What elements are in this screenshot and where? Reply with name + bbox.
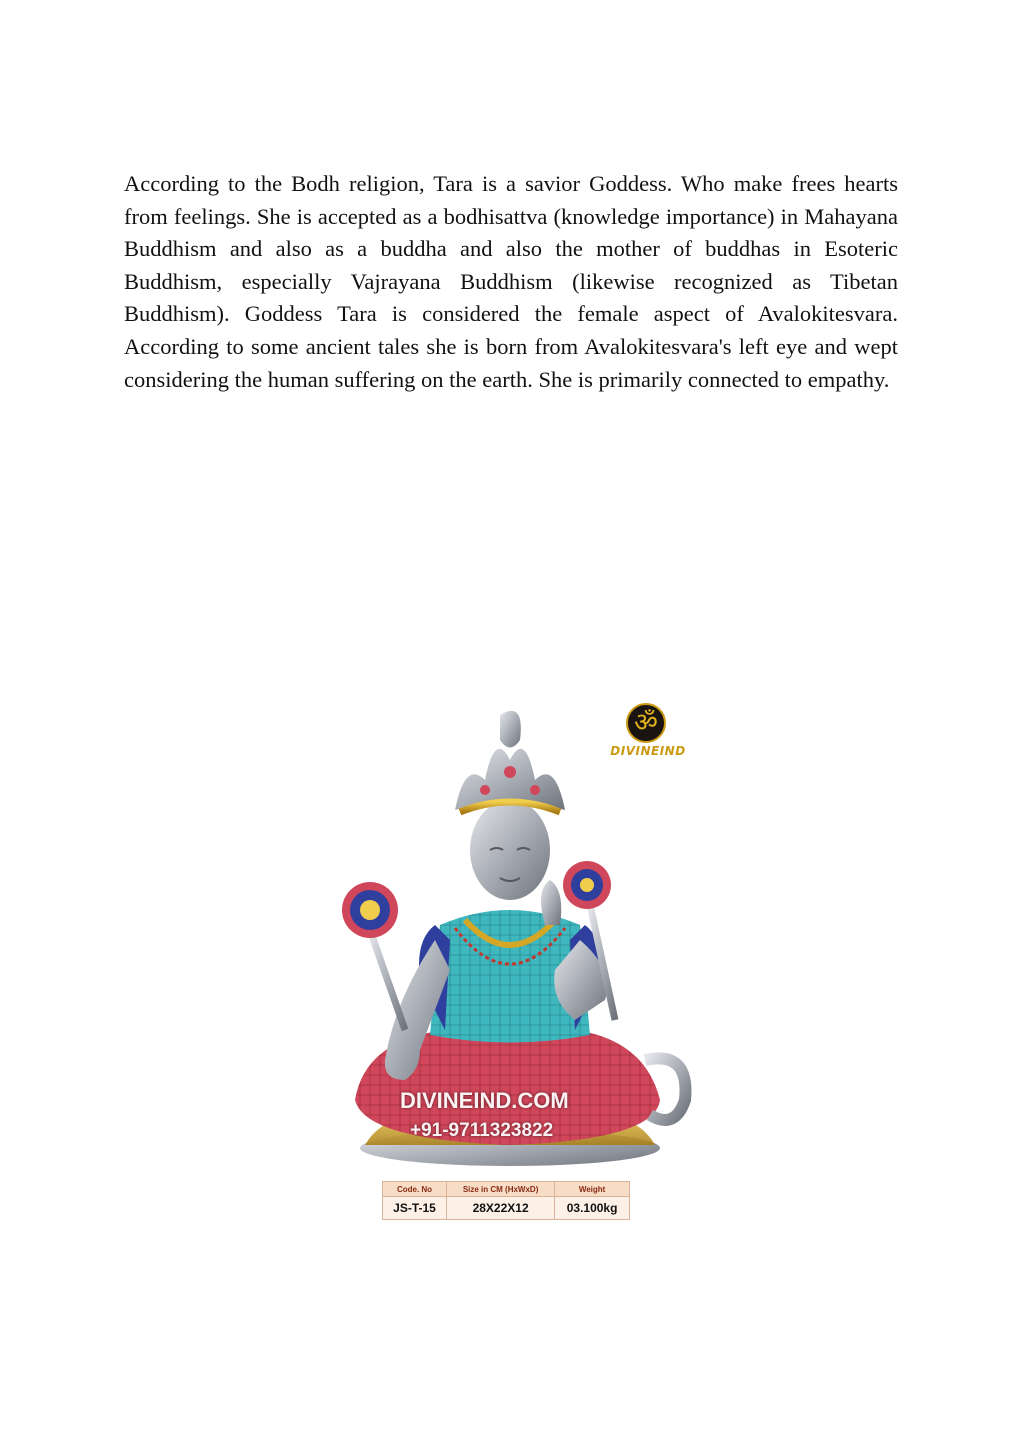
product-spec-table <box>382 1181 630 1220</box>
size-value: 28X22X12 <box>447 1197 555 1220</box>
spec-value-row <box>383 1197 630 1220</box>
om-icon: ॐ <box>626 703 666 743</box>
weight-header: Weight <box>555 1182 630 1197</box>
watermark-site: DIVINEIND.COM <box>400 1088 569 1113</box>
size-header: Size in CM (HxWxD) <box>447 1182 555 1197</box>
logo-text: DIVINEIND <box>610 744 686 758</box>
watermark-phone: +91-9711323822 <box>410 1120 554 1141</box>
body-paragraph: According to the Bodh religion, Tara is a savior Goddess. Who make frees hearts from feelings. She is accepted as a bodhisattva (knowledge importance) in Mahayana Buddhism and also as a buddha and also the mother of buddhas in Esoteric Buddhism, especially Vajrayana Buddhism (likewise recognized as Tibetan Buddhism). Goddess Tara is considered the female aspect of Avalokitesvara. According to some ancient tales she is born from Avalokitesvara's left eye and wept considering the human suffering on the earth. She is primarily connected to empathy. <box>124 171 898 392</box>
weight-value: 03.100kg <box>555 1197 630 1220</box>
code-value: JS-T-15 <box>383 1197 447 1220</box>
divineind-logo <box>606 700 690 762</box>
spec-header-row <box>383 1182 630 1197</box>
code-header: Code. No <box>383 1182 447 1197</box>
